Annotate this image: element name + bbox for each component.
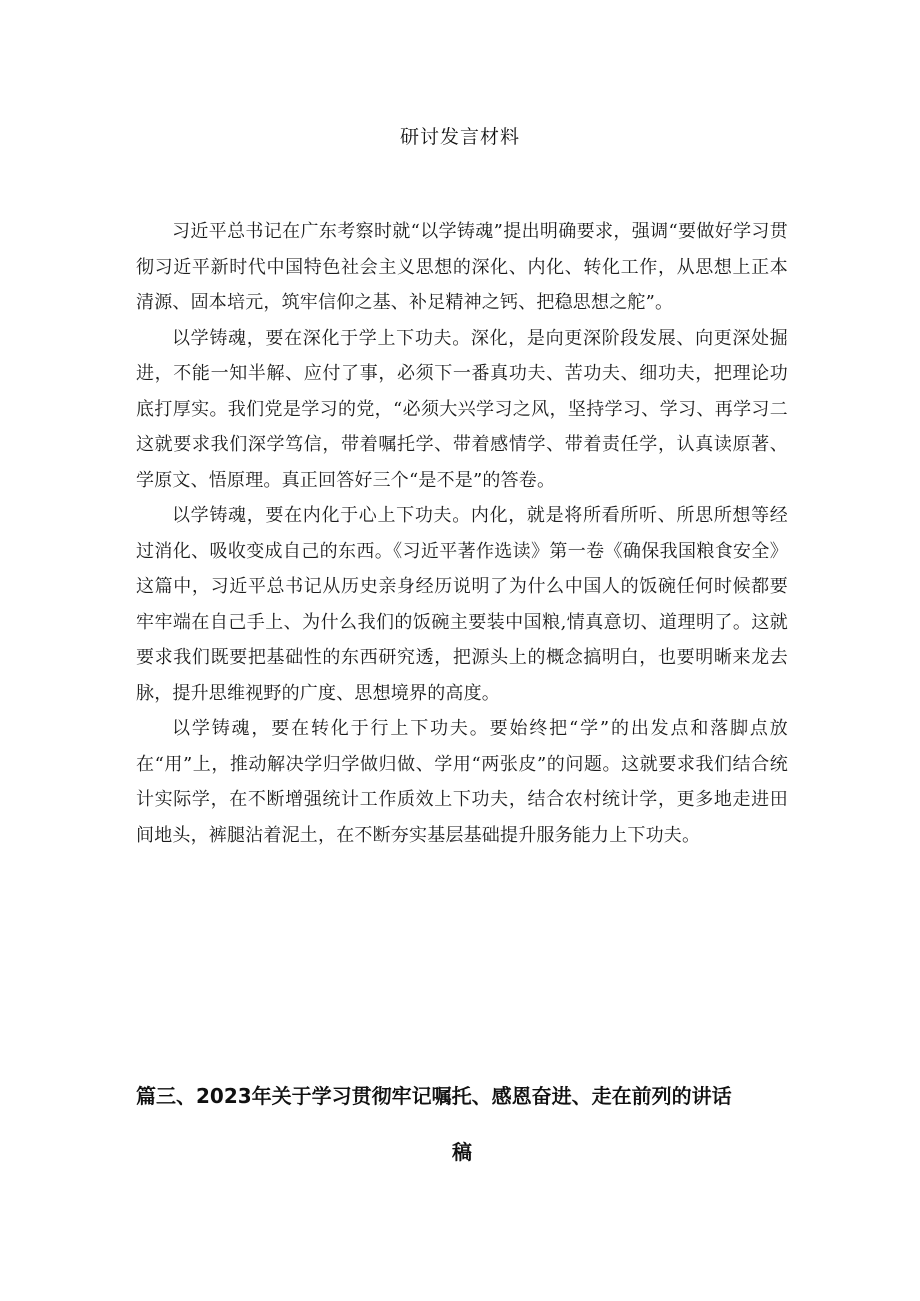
section-heading-line-1: 篇三、2023年关于学习贯彻牢记嘱托、感恩奋进、走在前列的讲话 bbox=[136, 1084, 732, 1108]
document-title: 研讨发言材料 bbox=[399, 126, 520, 148]
paragraph-1: 习近平总书记在广东考察时就“以学铸魂”提出明确要求，强调“要做好学习贯彻习近平新时代中国特色社会主义思想的深化、内化、转化工作，从思想上正本清源、固本培元，筑牢信仰之基、补足精神之钙、把稳思想之舵”。 bbox=[136, 221, 788, 313]
paragraph-3: 以学铸魂，要在内化于心上下功夫。内化，就是将所看所听、所思所想等经过消化、吸收变成自己的东西。《习近平著作选读》第一卷《确保我国粮食安全》这篇中，习近平总书记从历史亲身经历说明了为什么中国人的饭碗任何时候都要牢牢端在自己手上、为什么我们的饭碗主要装中国粮,情真意切、道理明了。这就要求我们既要把基础性的东西研究透，把源头上的概念搞明白，也要明晰来龙去脉，提升思维视野的广度、思想境界的高度。 bbox=[136, 505, 788, 704]
paragraph-4: 以学铸魂，要在转化于行上下功夫。要始终把“学”的出发点和落脚点放在“用”上，推动解决学归学做归做、学用“两张皮”的问题。这就要求我们结合统计实际学，在不断增强统计工作质效上下功夫，结合农村统计学，更多地走进田间地头，裤腿沾着泥土，在不断夯实基层基础提升服务能力上下功夫。 bbox=[136, 718, 788, 846]
paragraph-2: 以学铸魂，要在深化于学上下功夫。深化，是向更深阶段发展、向更深处掘进，不能一知半解、应付了事，必须下一番真功夫、苦功夫、细功夫，把理论功底打厚实。我们党是学习的党，“必须大兴学习之风，坚持学习、学习、再学习二这就要求我们深学笃信，带着嘱托学、带着感情学、带着责任学，认真读原著、学原文、悟原理。真正回答好三个“是不是”的答卷。 bbox=[136, 327, 788, 491]
section-heading bbox=[136, 1068, 788, 1180]
document-body bbox=[136, 214, 788, 853]
section-heading-line-2: 稿 bbox=[452, 1140, 472, 1164]
